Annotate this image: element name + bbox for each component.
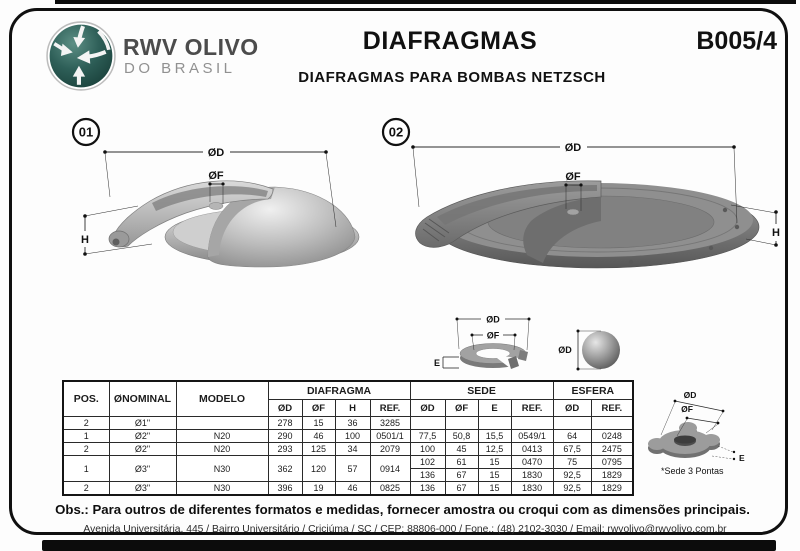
table-cell: 2 bbox=[63, 443, 109, 456]
table-cell: 0795 bbox=[591, 456, 633, 469]
drawing-diaphragm-02 bbox=[375, 115, 790, 295]
table-cell: 0501/1 bbox=[370, 430, 410, 443]
col-header-ref: REF. bbox=[511, 400, 553, 417]
drawing-sede-3-pontas bbox=[640, 378, 795, 483]
table-cell: 1830 bbox=[511, 482, 553, 496]
table-cell: 64 bbox=[553, 430, 591, 443]
drawing-01-number: 01 bbox=[78, 124, 94, 140]
page-subtitle: DIAFRAGMAS PARA BOMBAS NETZSCH bbox=[298, 69, 606, 86]
dim-label-h: H bbox=[772, 227, 780, 239]
table-cell: 1830 bbox=[511, 469, 553, 482]
table-cell: 15 bbox=[302, 417, 335, 430]
company-name-sub: DO BRASIL bbox=[124, 60, 236, 77]
sede3-art bbox=[648, 422, 720, 458]
table-cell: 0470 bbox=[511, 456, 553, 469]
table-cell: 2 bbox=[63, 417, 109, 430]
drawing-02-number: 02 bbox=[388, 124, 404, 140]
spec-table bbox=[62, 380, 634, 496]
page-title: DIAFRAGMAS bbox=[362, 27, 538, 55]
col-header-nominal: ØNOMINAL bbox=[109, 381, 176, 417]
diaphragm-01-art bbox=[109, 181, 359, 267]
drawing-sede-esfera bbox=[415, 295, 655, 385]
table-cell: 50,8 bbox=[445, 430, 478, 443]
dim-label-od: ØD bbox=[683, 390, 697, 400]
table-cell: Ø1" bbox=[109, 417, 176, 430]
table-cell: Ø3" bbox=[109, 482, 176, 496]
table-cell bbox=[478, 417, 511, 430]
company-logo-icon bbox=[45, 20, 117, 92]
table-cell: 36 bbox=[335, 417, 370, 430]
table-cell: 15,5 bbox=[478, 430, 511, 443]
sede-art bbox=[460, 344, 545, 382]
table-cell: 45 bbox=[445, 443, 478, 456]
table-cell: 136 bbox=[410, 469, 445, 482]
drawing-diaphragm-01 bbox=[40, 115, 360, 295]
table-cell: 15 bbox=[478, 469, 511, 482]
table-cell: 67,5 bbox=[553, 443, 591, 456]
table-cell: 75 bbox=[553, 456, 591, 469]
table-cell bbox=[511, 417, 553, 430]
table-cell: 15 bbox=[478, 482, 511, 496]
table-cell: N20 bbox=[176, 430, 268, 443]
dim-label-od: ØD bbox=[207, 147, 225, 159]
note-text: Obs.: Para outros de diferentes formatos e medidas, fornecer amostra ou croqui com as dimensões principais. bbox=[55, 502, 750, 517]
table-cell: 46 bbox=[335, 482, 370, 496]
sede3-caption: *Sede 3 Pontas bbox=[661, 466, 724, 476]
dim-label-of: ØF bbox=[208, 170, 224, 182]
table-cell bbox=[591, 417, 633, 430]
esfera-art bbox=[582, 331, 620, 369]
table-cell: 92,5 bbox=[553, 482, 591, 496]
table-cell: 15 bbox=[478, 456, 511, 469]
table-cell: Ø2" bbox=[109, 443, 176, 456]
table-cell: 120 bbox=[302, 456, 335, 482]
table-cell: Ø2" bbox=[109, 430, 176, 443]
dim-label-of: ØF bbox=[681, 404, 693, 414]
table-cell bbox=[445, 417, 478, 430]
table-cell: 3285 bbox=[370, 417, 410, 430]
table-cell: 57 bbox=[335, 456, 370, 482]
table-row bbox=[63, 482, 633, 496]
table-cell: 362 bbox=[268, 456, 302, 482]
table-cell: 19 bbox=[302, 482, 335, 496]
dim-label-od: ØD bbox=[486, 314, 500, 325]
table-cell: 100 bbox=[410, 443, 445, 456]
dim-label-of: ØF bbox=[565, 171, 581, 183]
table-cell: Ø3" bbox=[109, 456, 176, 482]
page-edge-bottom bbox=[42, 540, 776, 551]
drawing-02-badge bbox=[383, 119, 409, 145]
col-header-h: H bbox=[335, 400, 370, 417]
table-cell: 12,5 bbox=[478, 443, 511, 456]
table-cell: 1 bbox=[63, 456, 109, 482]
table-row bbox=[63, 456, 633, 469]
table-cell: 67 bbox=[445, 482, 478, 496]
col-header-ref: REF. bbox=[591, 400, 633, 417]
table-cell: 67 bbox=[445, 469, 478, 482]
table-cell: 0549/1 bbox=[511, 430, 553, 443]
group-header-diafragma: DIAFRAGMA bbox=[268, 381, 410, 400]
table-cell: 278 bbox=[268, 417, 302, 430]
col-header-od: ØD bbox=[268, 400, 302, 417]
col-header-od: ØD bbox=[410, 400, 445, 417]
table-cell: 102 bbox=[410, 456, 445, 469]
table-cell: 100 bbox=[335, 430, 370, 443]
table-cell: 293 bbox=[268, 443, 302, 456]
table-row bbox=[63, 443, 633, 456]
table-cell: 34 bbox=[335, 443, 370, 456]
table-cell: 2 bbox=[63, 482, 109, 496]
col-header-pos: POS. bbox=[63, 381, 109, 417]
table-cell: 0914 bbox=[370, 456, 410, 482]
group-header-sede: SEDE bbox=[410, 381, 553, 400]
dim-label-e: E bbox=[739, 453, 745, 463]
dim-label-h: H bbox=[81, 234, 89, 246]
table-cell: N20 bbox=[176, 443, 268, 456]
col-header-modelo: MODELO bbox=[176, 381, 268, 417]
col-header-of: ØF bbox=[302, 400, 335, 417]
table-header-row bbox=[63, 381, 633, 400]
footer-address: Avenida Universitária, 445 / Bairro Universitário / Criciúma / SC / CEP: 88806-000 / Fone.: (48) 2102-3030 / Email: rwvolivo@rwvolivo.com.br bbox=[83, 524, 727, 535]
table-cell: 1 bbox=[63, 430, 109, 443]
col-header-of: ØF bbox=[445, 400, 478, 417]
table-row bbox=[63, 417, 633, 430]
table-cell: 2079 bbox=[370, 443, 410, 456]
col-header-e: E bbox=[478, 400, 511, 417]
table-cell: 0413 bbox=[511, 443, 553, 456]
dim-label-od: ØD bbox=[558, 345, 572, 355]
table-cell: 0248 bbox=[591, 430, 633, 443]
table-cell bbox=[176, 417, 268, 430]
table-cell: 0825 bbox=[370, 482, 410, 496]
table-cell: 2475 bbox=[591, 443, 633, 456]
dim-label-of: ØF bbox=[486, 330, 500, 341]
dim-label-e: E bbox=[433, 358, 441, 368]
table-cell: N30 bbox=[176, 482, 268, 496]
table-cell: 290 bbox=[268, 430, 302, 443]
table-cell: 77,5 bbox=[410, 430, 445, 443]
table-cell bbox=[553, 417, 591, 430]
table-cell: 136 bbox=[410, 482, 445, 496]
company-name: RWV OLIVO bbox=[123, 34, 259, 60]
page-edge-top bbox=[55, 0, 796, 4]
table-cell: N30 bbox=[176, 456, 268, 482]
table-row bbox=[63, 430, 633, 443]
group-header-esfera: ESFERA bbox=[553, 381, 633, 400]
table-cell: 46 bbox=[302, 430, 335, 443]
document-code: B005/4 bbox=[696, 27, 777, 55]
table-cell: 61 bbox=[445, 456, 478, 469]
diaphragm-02-art bbox=[416, 181, 759, 268]
table-cell: 92,5 bbox=[553, 469, 591, 482]
dim-label-od: ØD bbox=[564, 142, 582, 154]
drawing-01-badge bbox=[73, 119, 99, 145]
table-cell: 1829 bbox=[591, 482, 633, 496]
table-cell: 396 bbox=[268, 482, 302, 496]
col-header-od: ØD bbox=[553, 400, 591, 417]
table-cell: 125 bbox=[302, 443, 335, 456]
table-cell: 1829 bbox=[591, 469, 633, 482]
table-cell bbox=[410, 417, 445, 430]
col-header-ref: REF. bbox=[370, 400, 410, 417]
